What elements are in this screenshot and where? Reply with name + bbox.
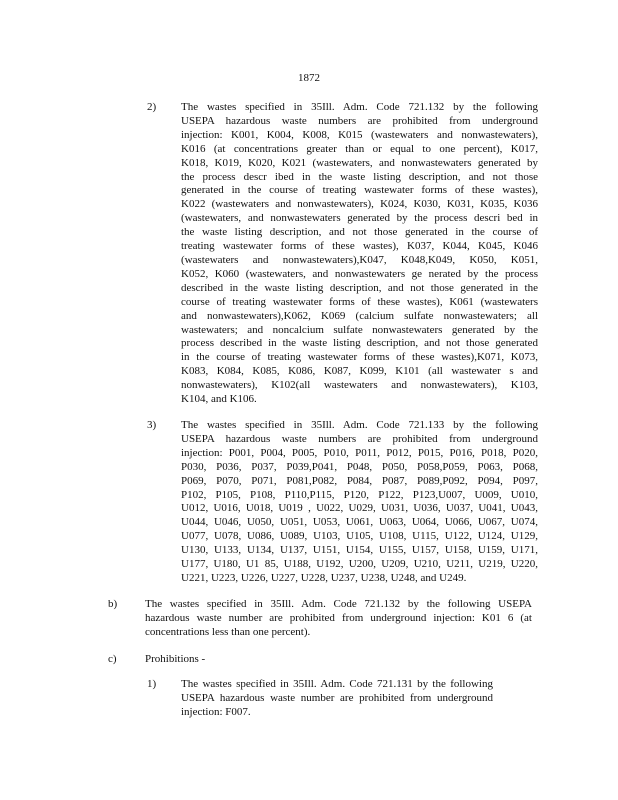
text-line: K016 (at concentrations greater than or equal to one percent), K017, <box>181 142 538 155</box>
text-line: hazardous waste number are prohibited from underground injection: K01 6 (at <box>145 611 532 624</box>
text-line: injection: P001, P004, P005, P010, P011, P012, P015, P016, P018, P020, <box>181 446 538 459</box>
text-line: the process descr ibed in the waste listing description, and not those <box>181 170 538 183</box>
item-c1-text <box>181 678 493 720</box>
text-line: concentrations less than one percent). <box>145 625 311 638</box>
item-a3-text <box>181 419 538 586</box>
text-line: U077, U078, U086, U089, U103, U105, U108, U115, U122, U124, U129, <box>181 530 538 543</box>
item-c-heading: Prohibitions - <box>145 653 206 665</box>
text-line: wastewaters; and noncalcium sulfate nonwastewaters generated by the <box>181 323 538 336</box>
text-line: K052, K060 (wastewaters, and nonwastewaters ge nerated by the process <box>181 267 538 280</box>
text-line: injection: F007. <box>181 705 251 718</box>
item-a2-text <box>181 101 538 407</box>
text-line: K083, K084, K085, K086, K087, K099, K101 (all wastewater s and <box>181 365 538 378</box>
text-line: K018, K019, K020, K021 (wastewaters, and nonwastewaters generated by <box>181 156 538 169</box>
text-line: P069, P070, P071, P081,P082, P084, P087, P089,P092, P094, P097, <box>181 474 538 487</box>
text-line: The wastes specified in 35Ill. Adm. Code 721.132 by the following <box>181 101 538 113</box>
text-line: U044, U046, U050, U051, U053, U061, U063, U064, U066, U067, U074, <box>181 516 538 529</box>
item-c1-label: 1) <box>147 678 157 690</box>
text-line: USEPA hazardous waste numbers are prohibited from underground <box>181 432 538 445</box>
text-line: K022 (wastewaters and nonwastewaters), K024, K030, K031, K035, K036 <box>181 198 538 211</box>
text-line: generated in the course of treating wastewater forms of these wastes), <box>181 184 538 197</box>
text-line: nonwastewaters), K102(all wastewaters and nonwastewaters), K103, <box>181 379 538 392</box>
text-line: U130, U133, U134, U137, U151, U154, U155, U157, U158, U159, U171, <box>181 544 538 557</box>
text-line: The wastes specified in 35Ill. Adm. Code 721.133 by the following <box>181 419 538 431</box>
text-line: P030, P036, P037, P039,P041, P048, P050, P058,P059, P063, P068, <box>181 460 538 473</box>
text-line: injection: K001, K004, K008, K015 (wastewaters and nonwastewaters), <box>181 128 538 141</box>
text-line: (wastewaters, and nonwastewaters generated by the process descri bed in <box>181 212 538 225</box>
text-line: P102, P105, P108, P110,P115, P120, P122, P123,U007, U009, U010, <box>181 488 538 501</box>
item-a3-label: 3) <box>147 419 157 431</box>
text-line: USEPA hazardous waste number are prohibited from underground <box>181 691 493 704</box>
text-line: USEPA hazardous waste numbers are prohibited from underground <box>181 114 538 127</box>
text-line: and nonwastewaters),K062, K069 (calcium sulfate nonwastewaters; all <box>181 309 538 322</box>
text-line: The wastes specified in 35Ill. Adm. Code 721.131 by the following <box>181 678 493 690</box>
text-line: U012, U016, U018, U019 , U022, U029, U031, U036, U037, U041, U043, <box>181 502 538 515</box>
text-line: treating wastewater forms of these wastes), K037, K044, K045, K046 <box>181 240 538 253</box>
item-b-label: b) <box>108 598 118 610</box>
text-line: the waste listing description, and not those generated in the course of <box>181 226 538 239</box>
item-a2-label: 2) <box>147 101 157 113</box>
text-line: U177, U180, U1 85, U188, U192, U200, U209, U210, U211, U219, U220, <box>181 558 538 571</box>
item-b-text <box>145 598 532 640</box>
text-line: process described in the waste listing description, and not those generated <box>181 337 538 350</box>
page-number: 1872 <box>298 72 320 84</box>
item-c-label: c) <box>108 653 117 665</box>
text-line: U221, U223, U226, U227, U228, U237, U238, U248, and U249. <box>181 571 467 584</box>
text-line: described in the waste listing description, and not those generated in the <box>181 281 538 294</box>
text-line: in the course of treating wastewater forms of these wastes),K071, K073, <box>181 351 538 364</box>
text-line: K104, and K106. <box>181 393 257 406</box>
text-line: The wastes specified in 35Ill. Adm. Code 721.132 by the following USEPA <box>145 598 532 610</box>
text-line: (wastewaters and nonwastewaters),K047, K048,K049, K050, K051, <box>181 253 538 266</box>
text-line: course of treating wastewater forms of these wastes), K061 (wastewaters <box>181 295 538 308</box>
